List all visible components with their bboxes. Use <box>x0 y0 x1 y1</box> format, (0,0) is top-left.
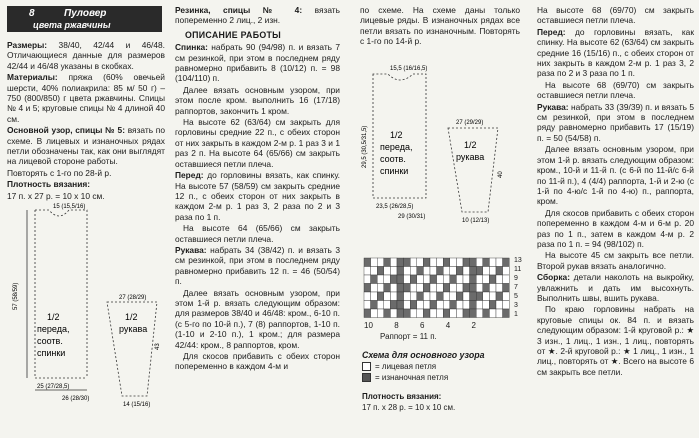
chart-cell <box>489 284 496 293</box>
chart-bottom-numbers <box>364 321 476 330</box>
svg-text:27 (29/29): 27 (29/29) <box>456 120 484 126</box>
svg-text:передa,: передa, <box>37 324 70 334</box>
chart-cell <box>410 292 417 301</box>
gauge-value-2: 17 п. x 28 р. = 10 x 10 см. <box>362 403 456 412</box>
chart-cell <box>410 267 417 276</box>
chart-cell <box>456 292 463 301</box>
chart-cell <box>450 292 457 301</box>
legend-knit: = лицевая петля <box>375 362 437 371</box>
svg-text:29,5 (30,5/31,5): 29,5 (30,5/31,5) <box>362 125 368 168</box>
chart-cell <box>463 267 470 276</box>
chart-cell <box>390 301 397 310</box>
gauge-value: 17 п. x 27 р. = 10 x 10 см. <box>7 190 105 201</box>
chart-cell <box>463 284 470 293</box>
front-paragraph-b: Перед: до горловины вязать, как спинку. На высоте 62 (63/64) см закрыть средние 16 (15/16) п., с обеих сторон от них закрыть в каждом 2-м р. 1 раз 3, 2 раза по 2 и 3 раза по 1 п. <box>537 26 694 79</box>
svg-text:1/2: 1/2 <box>390 130 403 140</box>
chart-cell <box>483 301 490 310</box>
sleeve-paragraph-b: Рукава: набрать 33 (39/39) п. и вязать 5 см резинкой, при этом в последнем ряду равномерно прибавить 17 (15/19) п. = 50 (54/58) п. <box>537 101 694 143</box>
chart-cell <box>483 275 490 284</box>
chart-cell <box>371 284 378 293</box>
chart-cell <box>397 275 404 284</box>
chart-cell <box>443 284 450 293</box>
chart-cell <box>390 275 397 284</box>
chart-cell <box>456 284 463 293</box>
svg-text:26 (28/30): 26 (28/30) <box>62 396 90 402</box>
chart-number: 10 <box>364 321 373 330</box>
chart-cell <box>476 267 483 276</box>
chart-cell <box>443 301 450 310</box>
legend-purl: = изнаночная петля <box>375 373 449 382</box>
chart-cell <box>430 301 437 310</box>
chart-cell <box>404 309 411 318</box>
back-paragraph: Спинка: набрать 90 (94/98) п. и вязать 7 см резинкой, при этом в последнем ряду равномерно прибавить 8 (10/12) п. = 98 (104/110) п. <box>175 42 340 84</box>
chart-cell <box>371 267 378 276</box>
chart-cell <box>377 292 384 301</box>
chart-cell <box>496 292 503 301</box>
chart-cell <box>417 284 424 293</box>
schematic-diagram-2 <box>358 58 523 228</box>
chart-cell <box>450 284 457 293</box>
chart-cell <box>377 301 384 310</box>
sleeve-finish-paragraph: На высоте 45 см закрыть все петли. Второй рукав вязать аналогично. <box>537 250 694 271</box>
chart-cell <box>470 275 477 284</box>
chart-cell <box>456 258 463 267</box>
chart-cell <box>404 284 411 293</box>
chart-cell <box>397 284 404 293</box>
chart-cell <box>470 258 477 267</box>
svg-text:27 (28/29): 27 (28/29) <box>119 295 147 301</box>
chart-cell <box>489 292 496 301</box>
chart-cell <box>476 309 483 318</box>
svg-text:23,5 (26/28,5): 23,5 (26/28,5) <box>376 204 414 210</box>
pattern-title: Пуловер <box>64 8 107 19</box>
schematic-diagram-1 <box>7 200 165 430</box>
column-3 <box>360 5 520 48</box>
chart-cell <box>371 309 378 318</box>
pattern-header <box>7 6 162 32</box>
chart-legend <box>362 350 485 413</box>
chart-cell <box>476 284 483 293</box>
chart-rapport: Раппорт = 11 п. <box>380 332 437 341</box>
column-4 <box>537 5 694 378</box>
chart-number: 2 <box>471 321 476 330</box>
chart-cell <box>390 258 397 267</box>
chart-cell <box>450 309 457 318</box>
chart-cell <box>437 301 444 310</box>
chart-cell <box>456 309 463 318</box>
chart-cell <box>437 258 444 267</box>
column-2 <box>175 5 340 373</box>
chart-cell <box>443 275 450 284</box>
column-1 <box>7 40 165 202</box>
chart-cell <box>496 284 503 293</box>
chart-cell <box>384 301 391 310</box>
chart-cell <box>450 267 457 276</box>
chart-cell <box>364 284 371 293</box>
sleeve-increase-paragraph: Для скосов прибавить с обеих сторон попеременно в каждом 4-м и 6-м р. 20 раз по 1 п., затем в каждом 4-м р. 2 раза по 1 п. = 94 (98/102) п. <box>537 207 694 249</box>
svg-text:25 (27/28,5): 25 (27/28,5) <box>37 384 70 390</box>
chart-cell <box>430 309 437 318</box>
back-finish-paragraph: На высоте 68 (69/70) см закрыть оставшиеся петли плеча. <box>537 5 694 26</box>
chart-cell <box>437 275 444 284</box>
repeat-paragraph: Повторять с 1-го по 28-й р. <box>7 167 112 178</box>
sleeve-paragraph-3: Для скосов прибавить с обеих сторон попеременно в каждом 4-м и <box>175 351 340 372</box>
chart-cell <box>423 284 430 293</box>
chart-cell <box>417 275 424 284</box>
pattern-paragraph: Основной узор, спицы № 5: вязать по схеме. В лицевых и изнаночных рядах петли обозначены так, как они выглядят на лицевой стороне работы. <box>7 125 165 167</box>
chart-cell <box>470 267 477 276</box>
chart-cell <box>430 267 437 276</box>
chart-cell <box>410 284 417 293</box>
chart-cell <box>410 275 417 284</box>
chart-cell <box>410 309 417 318</box>
chart-cell <box>417 301 424 310</box>
chart-cell <box>470 301 477 310</box>
chart-caption: Схема для основного узора <box>362 350 485 360</box>
chart-cell <box>450 258 457 267</box>
pattern-subtitle: цвета ржавчины <box>33 20 111 30</box>
chart-cell <box>364 301 371 310</box>
chart-cell <box>503 258 510 267</box>
chart-cell <box>384 267 391 276</box>
svg-text:15,5 (16/16,5): 15,5 (16/16,5) <box>390 66 428 72</box>
chart-cell <box>423 258 430 267</box>
chart-number: 8 <box>394 321 399 330</box>
chart-cell <box>371 275 378 284</box>
svg-text:рукава: рукава <box>456 152 485 162</box>
chart-cell <box>371 301 378 310</box>
chart-cell <box>390 309 397 318</box>
gauge-label: Плотность вязания: <box>7 179 91 190</box>
svg-text:43: 43 <box>155 343 161 350</box>
chart-cell <box>456 301 463 310</box>
chart-cell <box>430 284 437 293</box>
chart-cell <box>496 258 503 267</box>
chart-cell <box>503 309 510 318</box>
chart-cell <box>397 258 404 267</box>
chart-cell <box>377 275 384 284</box>
svg-text:1/2: 1/2 <box>464 140 477 150</box>
chart-cell <box>470 284 477 293</box>
svg-text:спинки: спинки <box>37 348 66 358</box>
chart-cell <box>404 275 411 284</box>
gauge-label-2: Плотность вязания: <box>362 392 442 401</box>
svg-text:1/2: 1/2 <box>125 312 138 322</box>
chart-cell <box>503 284 510 293</box>
svg-text:соотв.: соотв. <box>37 336 63 346</box>
chart-cell <box>463 275 470 284</box>
svg-text:спинки: спинки <box>380 166 409 176</box>
chart-cell <box>423 301 430 310</box>
chart-cell <box>443 258 450 267</box>
chart-cell <box>364 292 371 301</box>
sleeve-pattern-paragraph: Далее вязать основным узором, при этом 1-й р. вязать следующим образом: кром., 10-й и 11-й п. (с 6-й по 11-й/с 6-й по 11-й п.), 4 (4/4) раппорта, 1-й и 2-ю (с 1-й по 4-ю/с 1-й по 4-ю) п., раппорта, кром. <box>537 144 694 207</box>
assembly-paragraph: Сборка: детали наколоть на выкройку, увлажнить и дать им высохнуть. Выполнить швы, вшить рукава. <box>537 272 694 303</box>
chart-cell <box>397 267 404 276</box>
chart-cell <box>410 258 417 267</box>
chart-cell <box>371 292 378 301</box>
chart-cell <box>489 275 496 284</box>
chart-cell <box>463 309 470 318</box>
chart-cell <box>503 275 510 284</box>
chart-cell <box>496 275 503 284</box>
chart-cell <box>384 258 391 267</box>
svg-text:рукава: рукава <box>119 324 148 334</box>
chart-cell <box>437 292 444 301</box>
chart-cell <box>496 301 503 310</box>
chart-cell <box>430 292 437 301</box>
chart-cell <box>364 309 371 318</box>
chart-cell <box>364 275 371 284</box>
chart-cell <box>404 301 411 310</box>
chart-cell <box>417 292 424 301</box>
chart-cell <box>476 292 483 301</box>
chart-right-numbers: 13 11 9 7 5 3 1 <box>514 257 522 318</box>
knit-symbol-icon <box>362 362 371 371</box>
materials-paragraph: Материалы: пряжа (60% овечьей шерсти, 40% полиакрила: 85 м/ 50 г) – 750 (800/850) г цвета ржавчины. Спицы № 4 и 5; круговые спицы № 4 длиной 40 см. <box>7 72 165 124</box>
chart-cell <box>384 275 391 284</box>
chart-cell <box>364 258 371 267</box>
chart-cell <box>410 301 417 310</box>
chart-cell <box>443 309 450 318</box>
sleeve-paragraph: Рукава: набрать 34 (38/42) п. и вязать 3 см резинкой, при этом в последнем ряду равномерно прибавить 12 п. = 46 (50/54) п. <box>175 244 340 287</box>
front-finish-paragraph: На высоте 68 (69/70) см закрыть оставшиеся петли плеча. <box>537 79 694 101</box>
chart-cell <box>417 267 424 276</box>
chart-cell <box>456 275 463 284</box>
svg-text:передa,: передa, <box>380 142 413 152</box>
chart-cell <box>364 267 371 276</box>
chart-cell <box>384 309 391 318</box>
chart-cell <box>417 258 424 267</box>
svg-text:14 (15/16): 14 (15/16) <box>123 402 151 408</box>
chart-cell <box>503 267 510 276</box>
svg-text:1/2: 1/2 <box>47 312 60 322</box>
neckline-paragraph: По краю горловины набрать на круговые спицы ок. 84 п. и вязать следующим образом: 1-й круговой р.: ★ 3 изн., 1 лиц., 1 изн., 1 лиц., повторять от ★. 2-й круговой р.: ★ 1 лиц., 1 изн., 1 лиц., повторять от ★. Всего на высоте 6 см закрыть все петли. <box>537 304 694 377</box>
chart-intro-paragraph: по схеме. На схеме даны только лицевые ряды. В изнаночных рядах все петли вязать по изнаночным. Повторять с 1-го по 14-й р. <box>360 5 520 47</box>
chart-cell <box>503 301 510 310</box>
chart-cell <box>423 267 430 276</box>
chart-cell <box>489 267 496 276</box>
chart-cell <box>371 258 378 267</box>
svg-text:15 (15,5/16): 15 (15,5/16) <box>53 204 86 210</box>
chart-cell <box>404 258 411 267</box>
chart-cell <box>489 309 496 318</box>
chart-cell <box>384 292 391 301</box>
chart-cell <box>377 309 384 318</box>
chart-cell <box>489 258 496 267</box>
chart-cell <box>496 309 503 318</box>
chart-cell <box>377 284 384 293</box>
chart-cell <box>437 284 444 293</box>
chart-cell <box>437 267 444 276</box>
chart-cell <box>390 267 397 276</box>
chart-cell <box>503 292 510 301</box>
chart-cell <box>430 258 437 267</box>
chart-cell <box>397 292 404 301</box>
chart-cell <box>450 301 457 310</box>
chart-cell <box>463 292 470 301</box>
chart-cell <box>423 292 430 301</box>
sleeve-paragraph-2: Далее вязать основным узором, при этом 1-й р. вязать следующим образом: для размеров 38/40 и 46/48: кром., 6-10 п. (с 5-го по 10-й п.), 7 (8) раппортов, 1-10 п. (1-10 и 2-10 п.), 1 кром.; для размера 42/44: кром., 8 раппортов, кром. <box>175 287 340 350</box>
chart-cell <box>430 275 437 284</box>
chart-cell <box>377 267 384 276</box>
chart-cell <box>470 309 477 318</box>
back-paragraph-2: Далее вязать основным узором, при этом после кром. выполнить 16 (17/18) раппортов, закончить 1 кром. <box>175 84 340 116</box>
chart-cell <box>443 267 450 276</box>
chart-cell <box>423 309 430 318</box>
chart-cell <box>384 284 391 293</box>
svg-text:57 (58/59): 57 (58/59) <box>13 282 19 310</box>
chart-cell <box>397 309 404 318</box>
chart-cell <box>443 292 450 301</box>
sizes-paragraph: Размеры: 38/40, 42/44 и 46/48. Отличающиеся данные для размеров 42/44 и 46/48 указаны в скобках. <box>7 40 165 71</box>
chart-cell <box>463 301 470 310</box>
chart-cell <box>397 301 404 310</box>
purl-symbol-icon <box>362 373 371 382</box>
chart-cell <box>483 309 490 318</box>
chart-number: 4 <box>445 321 451 330</box>
chart-cell <box>476 275 483 284</box>
chart-cell <box>390 284 397 293</box>
chart-cell <box>423 275 430 284</box>
chart-cell <box>483 284 490 293</box>
front-paragraph: Перед: до горловины вязать, как спинку. На высоте 57 (58/59) см закрыть средние 12 п., с обеих сторон от них закрыть в каждом 2-м р. 1 раз 3, 2 раза по 2 и 3 раза по 1 п. <box>175 170 340 222</box>
chart-cell <box>404 292 411 301</box>
chart-cell <box>476 258 483 267</box>
chart-cell <box>456 267 463 276</box>
svg-text:10 (12/13): 10 (12/13) <box>462 218 490 224</box>
chart-cell <box>483 267 490 276</box>
front-paragraph-2: На высоте 64 (65/66) см закрыть оставшиеся петли плеча. <box>175 223 340 244</box>
svg-text:соотв.: соотв. <box>380 154 406 164</box>
back-paragraph-3: На высоте 62 (63/64) см закрыть для горловины средние 22 п., с обеих сторон от них закрыть в каждом 2-м р. 1 раз 3 и 1 раз 2 п. На высоте 64 (65/66) см закрыть оставшиеся петли плеча. <box>175 117 340 169</box>
pattern-number: 8 <box>29 8 35 19</box>
chart-cell <box>390 292 397 301</box>
chart-cell <box>404 267 411 276</box>
chart-number: 6 <box>419 321 425 330</box>
chart-cell <box>450 275 457 284</box>
svg-text:40: 40 <box>498 171 504 178</box>
chart-cell <box>463 258 470 267</box>
chart-cell <box>483 258 490 267</box>
chart-cell <box>489 301 496 310</box>
chart-cell <box>437 309 444 318</box>
chart-cell <box>483 292 490 301</box>
chart-cell <box>377 258 384 267</box>
section-heading: ОПИСАНИЕ РАБОТЫ <box>185 29 282 40</box>
chart-cell <box>496 267 503 276</box>
chart-cell <box>417 309 424 318</box>
chart-cell <box>476 301 483 310</box>
rib-paragraph: Резинка, спицы № 4: вязать попеременно 2 лиц., 2 изн. <box>175 5 341 26</box>
svg-text:29 (30/31): 29 (30/31) <box>398 214 426 220</box>
chart-cell <box>470 292 477 301</box>
